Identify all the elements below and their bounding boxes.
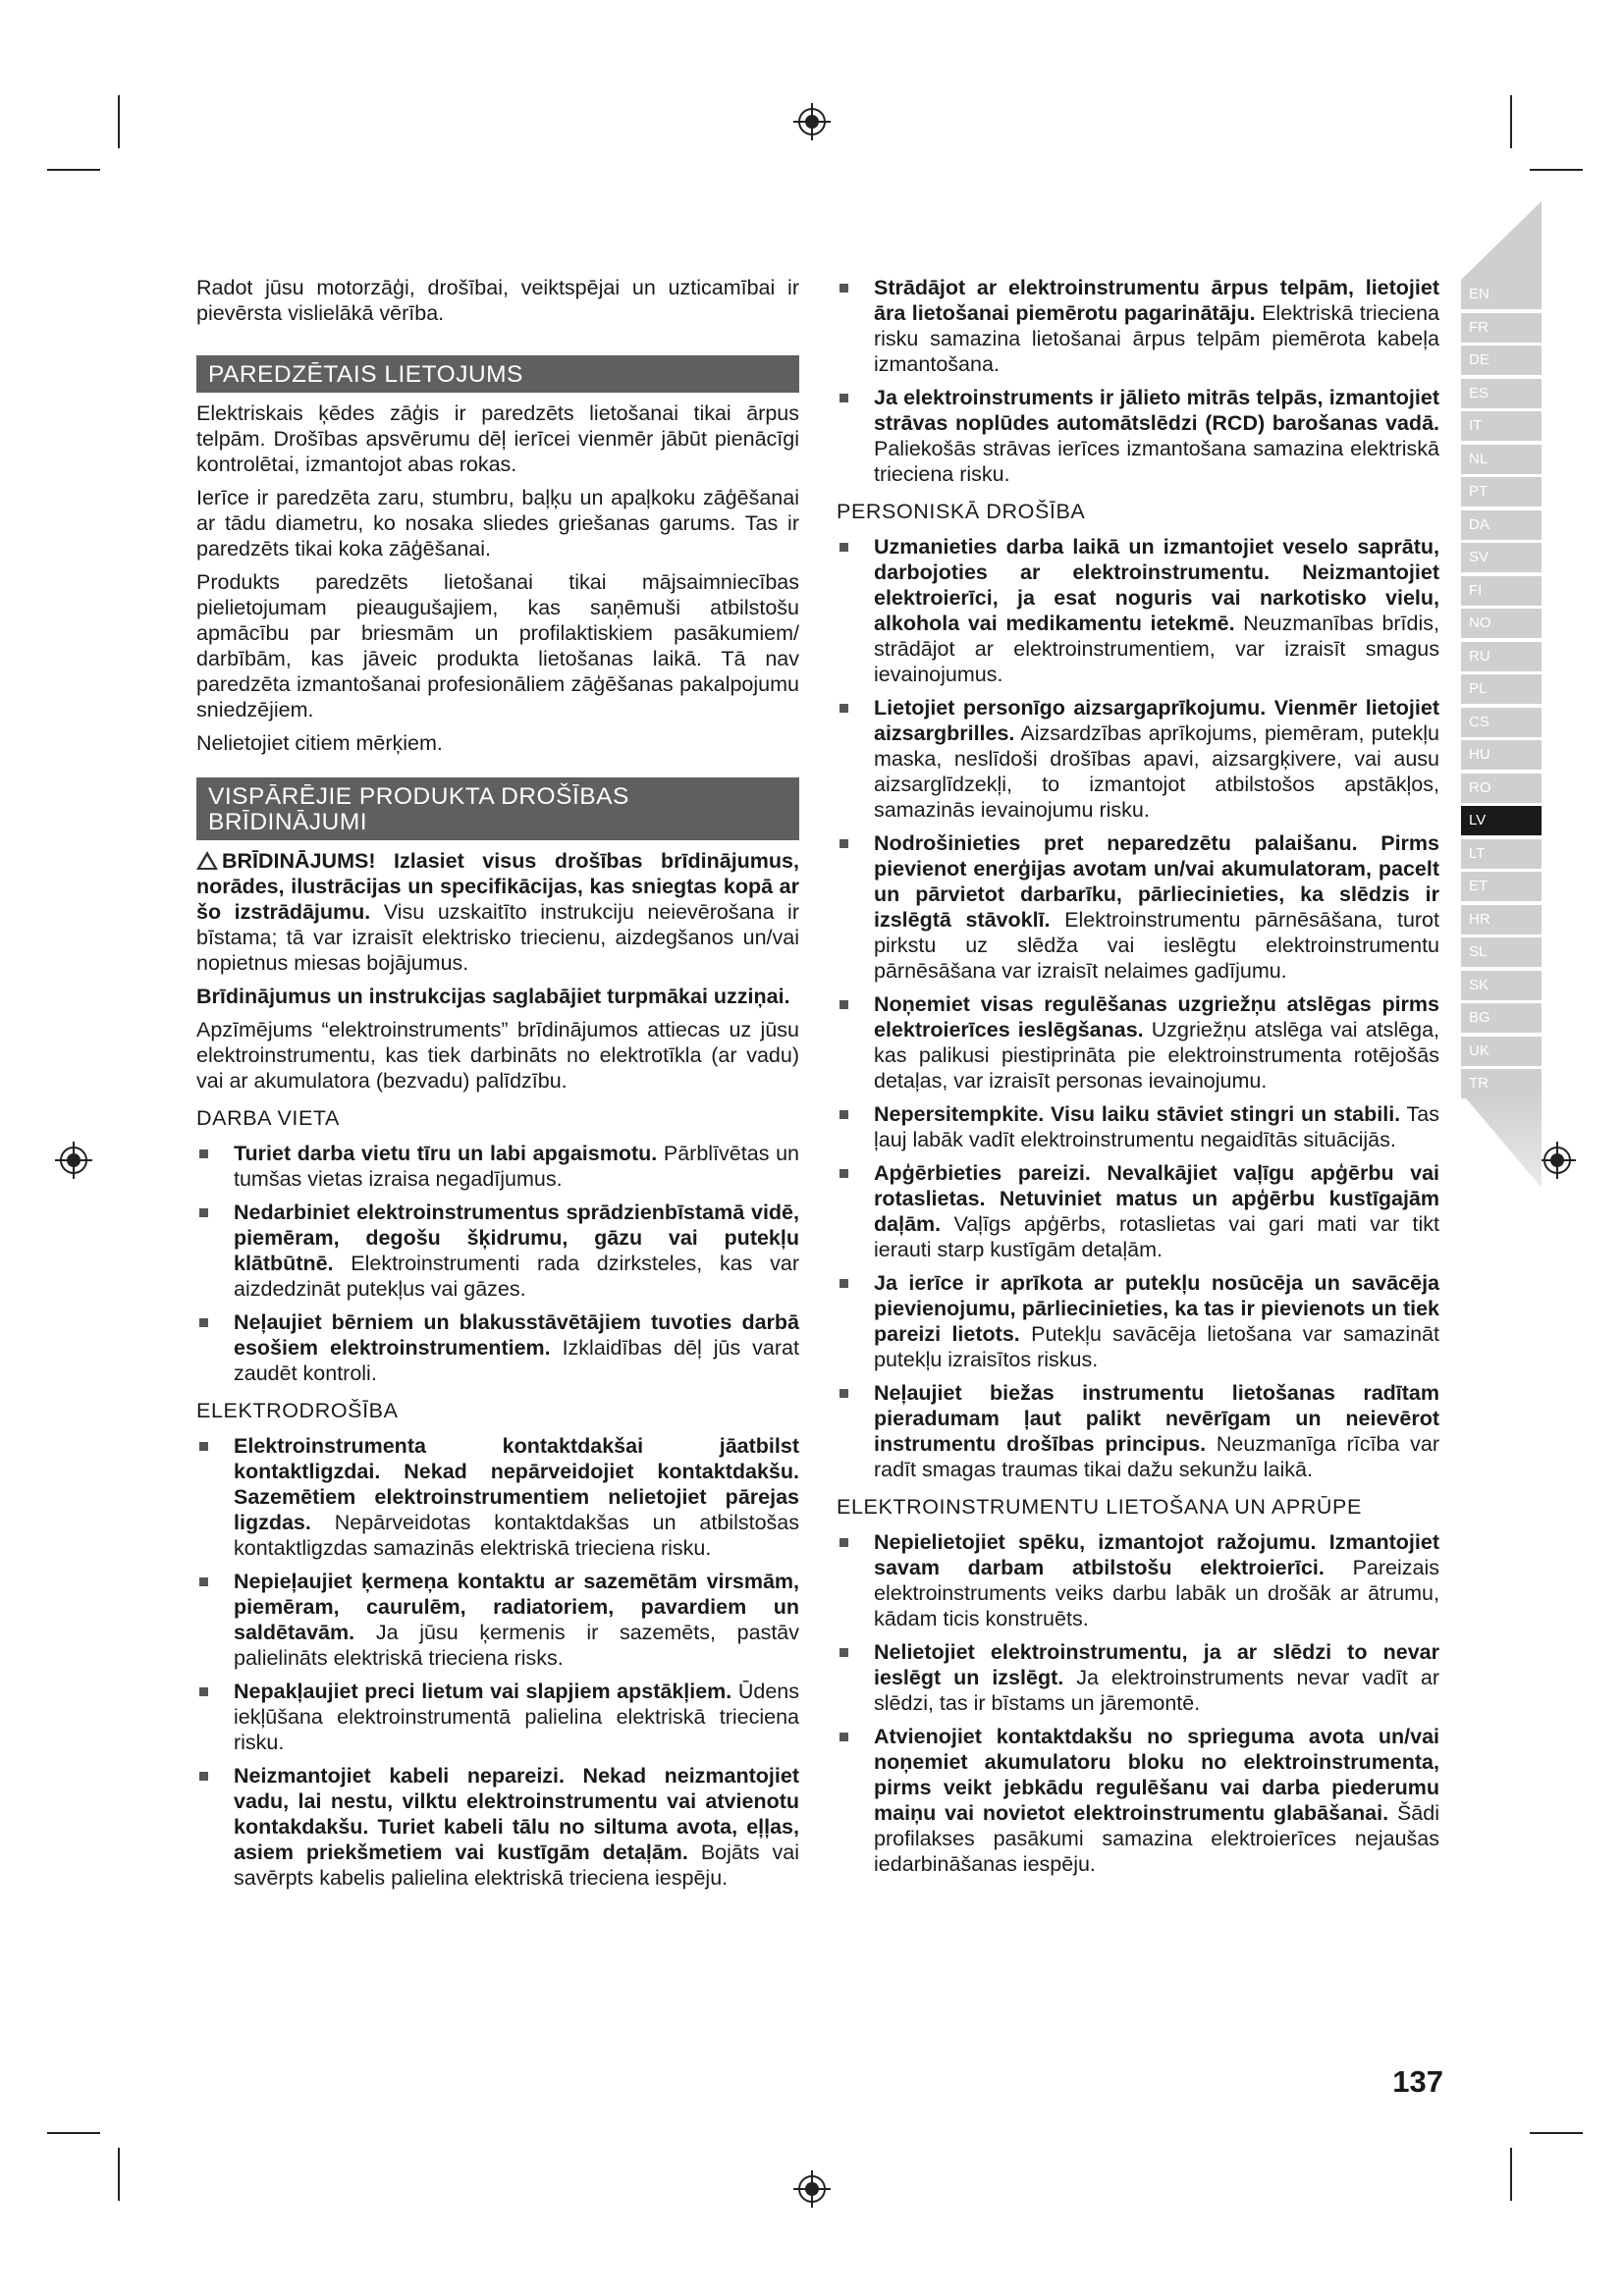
list-item-bold: Ja elektroinstruments ir jālieto mitrās telpās, izmantojiet strāvas noplūdes automātslēdzi (RCD) barošanas vadā. xyxy=(874,386,1439,435)
language-tab-es: ES xyxy=(1461,379,1542,408)
list-item xyxy=(837,1101,1439,1152)
language-tab-de: DE xyxy=(1461,346,1542,375)
language-tab-bg: BG xyxy=(1461,1003,1542,1033)
language-tab-ru: RU xyxy=(1461,642,1542,671)
keep-instructions-text: Brīdinājumus un instrukcijas saglabājiet turpmākai uzziņai. xyxy=(196,985,790,1008)
language-tab-en: EN xyxy=(1461,280,1542,309)
list-item xyxy=(837,275,1439,377)
list-item-bold: Noņemiet visas regulēšanas uzgriežņu atslēgas pirms elektroierīces ieslēgšanas. xyxy=(874,992,1439,1041)
paragraph: Nelietojiet citiem mērķiem. xyxy=(196,731,443,755)
language-tab-hu: HU xyxy=(1461,740,1542,770)
list-item-text: Paliekošās strāvas ierīces izmantošana samazina elektriskā trieciena risku. xyxy=(874,437,1439,486)
list-item-bold: Nepersitempkite. Visu laiku stāviet stingri un stabili. xyxy=(874,1102,1401,1126)
list-item xyxy=(837,695,1439,823)
list-item xyxy=(196,1309,799,1386)
list-item xyxy=(837,1380,1439,1482)
paragraph: Ierīce ir paredzēta zaru, stumbru, baļķu un apaļkoku zāģēšanai ar tādu diametru, ko nosaka sliedes griešanas garums. Tas ir paredzēts tikai koka zāģēšanai. xyxy=(196,486,799,561)
list-item-text: Elektriskā trieciena risku samazina lietošanai ārpus telpām piemērota kabeļa izmantošana. xyxy=(874,301,1440,376)
bullet-list xyxy=(196,1433,799,1891)
left-column xyxy=(196,275,799,1898)
list-item-bold: Turiet darba vietu tīru un labi apgaismotu. xyxy=(234,1142,658,1165)
language-tab-fi: FI xyxy=(1461,576,1542,606)
list-item-bold: Nedarbiniet elektroinstrumentus sprādzienbīstamā vidē, piemēram, degošu šķidrumu, gāzu vai putekļu klātbūtnē. xyxy=(234,1201,799,1275)
list-item-bold: Uzmanieties darba laikā un izmantojiet veselo saprātu, darbojoties ar elektroinstrumentu. Neizmantojiet elektroierīci, ja esat noguris vai narkotisko vielu, alkohola vai medikamentu ietekmē. xyxy=(874,535,1439,635)
paragraph: Elektriskais ķēdes zāģis ir paredzēts lietošanai tikai ārpus telpām. Drošības apsvērumu dēļ ierīcei vienmēr jābūt pienācīgi kontrolētai, izmantojot abas rokas. xyxy=(196,401,799,476)
list-item-bold: Lietojiet personīgo aizsargaprīkojumu. Vienmēr lietojiet aizsargbrilles. xyxy=(874,696,1439,745)
right-column xyxy=(837,275,1439,1885)
list-item-bold: Neizmantojiet kabeli nepareizi. Nekad neizmantojiet vadu, lai nestu, vilktu elektroinstrumentu vai atvienotu kontakdakšu. Turiet kabeli tālu no siltuma avota, eļļas, asiem priekšmetiem vai kustīgām detaļām. xyxy=(234,1764,799,1864)
list-item xyxy=(837,830,1439,984)
bullet-list xyxy=(837,534,1439,1482)
list-item-text: Ūdens iekļūšana elektroinstrumentā palielina elektriskā trieciena risku. xyxy=(234,1680,800,1754)
language-tab-et: ET xyxy=(1461,872,1542,901)
language-tab-nl: NL xyxy=(1461,445,1542,474)
registration-mark-icon xyxy=(792,2169,832,2209)
intro-paragraph: Radot jūsu motorzāģi, drošībai, veiktspējai un uzticamībai ir pievērsta vislielākā vērība. xyxy=(196,276,799,325)
crop-mark xyxy=(47,2132,100,2134)
list-item-text: Vaļīgs apģērbs, rotaslietas vai gari mati var tikt ierauti starp kustīgām detaļām. xyxy=(874,1212,1439,1261)
list-item-bold: Ja ierīce ir aprīkota ar putekļu nosūcēja un savācēja pievienojumu, pārliecinieties, ka tas ir pievienots un tiek pareizi lietots. xyxy=(874,1271,1439,1346)
language-tab-hr: HR xyxy=(1461,905,1542,934)
page-number: 137 xyxy=(1392,2064,1443,2099)
language-tab-pt: PT xyxy=(1461,477,1542,507)
crop-mark xyxy=(1530,169,1583,171)
language-tab-lt: LT xyxy=(1461,839,1542,869)
list-item-bold: Apģērbieties pareizi. Nevalkājiet vaļīgu apģērbu vai rotaslietas. Netuviniet matus un apģērbu kustīgajām daļām. xyxy=(874,1161,1439,1236)
list-item-text: Elektroinstrumenti rada dzirksteles, kas var aizdedzināt putekļus vai gāzes. xyxy=(234,1252,799,1301)
language-tab-cs: CS xyxy=(1461,708,1542,737)
list-item-bold: Nelietojiet elektroinstrumentu, ja ar slēdzi to nevar ieslēgt un izslēgt. xyxy=(874,1640,1439,1689)
bullet-list xyxy=(837,1529,1439,1877)
list-item xyxy=(196,1569,799,1671)
crop-mark xyxy=(1530,2132,1583,2134)
bullet-list xyxy=(196,1141,799,1386)
list-item-text: Elektroinstrumentu pārnēsāšana, turot pirkstu uz slēdža vai ieslēgtu elektroinstrumentu pārnēsāšana var izraisīt nelaimes gadījumu. xyxy=(874,908,1439,983)
language-tab-pl: PL xyxy=(1461,674,1542,704)
subheading-electrical-safety: ELEKTRODROŠĪBA xyxy=(196,1399,399,1422)
list-item-bold: Neļaujiet biežas instrumentu lietošanas radītam pieradumam ļaut palikt nevērīgam un neievērot instrumentu drošības principus. xyxy=(874,1381,1439,1456)
list-item xyxy=(196,1200,799,1302)
list-item-text: Pārblīvētas un tumšas vietas izraisa negadījumus. xyxy=(234,1142,799,1191)
list-item xyxy=(837,1529,1439,1631)
list-item-bold: Strādājot ar elektroinstrumentu ārpus telpām, lietojiet āra lietošanai piemērotu pagarinātāju. xyxy=(874,276,1439,325)
language-tab-sv: SV xyxy=(1461,543,1542,572)
list-item-text: Neuzmanības brīdis, strādājot ar elektroinstrumentiem, var izraisīt smagus ievainojumus. xyxy=(874,612,1439,686)
list-item-text: Uzgriežņu atslēga vai atslēga, kas palikusi piestiprināta pie elektroinstrumenta rotējošās detaļas, var izraisīt personas ievainojumu. xyxy=(874,1018,1439,1093)
language-tab-da: DA xyxy=(1461,510,1542,540)
registration-mark-icon xyxy=(792,102,832,141)
crop-mark xyxy=(1510,95,1512,148)
crop-mark xyxy=(118,2148,120,2201)
registration-mark-icon xyxy=(54,1141,93,1180)
keep-instructions xyxy=(196,984,799,1009)
language-tab-fr: FR xyxy=(1461,313,1542,343)
list-item-text: Ja elektroinstruments nevar vadīt ar slēdzi, tas ir bīstams un jāremontē. xyxy=(874,1666,1439,1715)
language-tab-sk: SK xyxy=(1461,971,1542,1000)
crop-mark xyxy=(1510,2148,1512,2201)
crop-mark xyxy=(47,169,100,171)
list-item-bold: Nepakļaujiet preci lietum vai slapjiem apstākļiem. xyxy=(234,1680,732,1703)
list-item xyxy=(837,1639,1439,1716)
language-tab-sl: SL xyxy=(1461,937,1542,967)
language-tab-tr: TR xyxy=(1461,1069,1542,1098)
list-item xyxy=(837,534,1439,687)
list-item xyxy=(837,991,1439,1094)
subheading-work-area: DARBA VIETA xyxy=(196,1106,340,1130)
list-item-bold: Nepieļaujiet ķermeņa kontaktu ar sazemētām virsmām, piemēram, caurulēm, radiatoriem, pavardiem un saldētavām. xyxy=(234,1570,799,1644)
list-item xyxy=(196,1679,799,1755)
language-tab-uk: UK xyxy=(1461,1037,1542,1066)
list-item xyxy=(837,1270,1439,1372)
list-item xyxy=(196,1141,799,1192)
bullet-list xyxy=(837,275,1439,487)
language-tab-footer xyxy=(1461,1093,1542,1188)
list-item xyxy=(196,1763,799,1891)
list-item-text: Aizsardzības aprīkojums, piemēram, putekļu maska, neslīdoši drošības apavi, aizsargķivere, vai ausu aizsarglīdzekļi, to izmantojot atbilstošos apstākļos, samazinās ievainojumu risku. xyxy=(874,721,1439,822)
list-item-text: Tas ļauj labāk vadīt elektroinstrumentu negaidītās situācijās. xyxy=(874,1102,1440,1151)
list-item xyxy=(196,1433,799,1561)
language-tab-it: IT xyxy=(1461,411,1542,441)
language-tab-lv: LV xyxy=(1461,806,1542,835)
warning-bold: BRĪDINĀJUMS! Izlasiet visus drošības brīdinājumus, norādes, ilustrācijas un specifikācijas, kas sniegtas kopā ar šo izstrādājumu. xyxy=(196,849,799,924)
language-tab-header xyxy=(1461,201,1542,280)
crop-mark xyxy=(118,95,120,148)
paragraph: Apzīmējums “elektroinstruments” brīdinājumos attiecas uz jūsu elektroinstrumentu, kas tiek darbināts no elektrotīkla (ar vadu) vai ar akumulatora (bezvadu) palīdzību. xyxy=(196,1018,799,1093)
list-item-text: Bojāts vai savērpts kabelis palielina elektriskā trieciena iespēju. xyxy=(234,1841,799,1890)
list-item-text: Šādi profilakses pasākumi samazina elektroierīces nejaušas iedarbināšanas iespēju. xyxy=(874,1801,1439,1876)
section-heading-intended-use: PAREDZĒTAIS LIETOJUMS xyxy=(196,355,799,393)
list-item-text: Putekļu savācēja lietošana var samazināt putekļu izraisītos riskus. xyxy=(874,1322,1439,1371)
list-item xyxy=(837,385,1439,487)
warning-triangle-icon xyxy=(196,851,218,870)
section-heading-general-safety: VISPĀRĒJIE PRODUKTA DROŠĪBAS BRĪDINĀJUMI xyxy=(196,777,799,840)
warning-paragraph xyxy=(196,848,799,976)
language-tab-ro: RO xyxy=(1461,774,1542,803)
list-item-text: Izklaidības dēļ jūs varat zaudēt kontroli. xyxy=(234,1336,799,1385)
list-item-bold: Nodrošinieties pret neparedzētu palaišanu. Pirms pievienot enerģijas avotam un/vai akumulatoram, pacelt un pārvietot darbarīku, pārliecinieties, ka slēdzis ir izslēgtā stāvoklī. xyxy=(874,831,1439,932)
list-item-bold: Nepielietojiet spēku, izmantojot ražojumu. Izmantojiet savam darbam atbilstošu elektroierīci. xyxy=(874,1530,1439,1579)
list-item-bold: Neļaujiet bērniem un blakusstāvētājiem tuvoties darbā esošiem elektroinstrumentiem. xyxy=(234,1310,799,1360)
subheading-tool-use-care: ELEKTROINSTRUMENTU LIETOŠANA UN APRŪPE xyxy=(837,1495,1362,1519)
language-tab-no: NO xyxy=(1461,609,1542,638)
list-item xyxy=(837,1724,1439,1877)
warning-text: Visu uzskaitīto instrukciju neievērošana ir bīstama; tā var izraisīt elektrisko triecienu, aizdegšanos un/vai nopietnus miesas bojājumus. xyxy=(196,900,799,975)
subheading-personal-safety: PERSONISKĀ DROŠĪBA xyxy=(837,500,1086,523)
language-tabs xyxy=(1461,280,1542,1102)
list-item-text: Neuzmanīga rīcība var radīt smagas traumas tikai dažu sekunžu laikā. xyxy=(874,1432,1439,1481)
list-item-bold: Elektroinstrumenta kontaktdakšai jāatbilst kontaktligzdai. Nekad nepārveidojiet kontaktdakšu. Sazemētiem elektroinstrumentiem nelietojiet pārejas ligzdas. xyxy=(234,1434,799,1534)
registration-mark-icon xyxy=(1538,1141,1577,1180)
list-item xyxy=(837,1160,1439,1262)
paragraph: Produkts paredzēts lietošanai tikai mājsaimniecības pielietojumam pieaugušajiem, kas saņēmuši atbilstošu apmācību par briesmām un profilaktiskiem pasākumiem/ darbībām, kas jāveic produkta lietošanas laikā. Tā nav paredzēta izmantošanai profesionāliem zāģēšanas pakalpojumu sniedzējiem. xyxy=(196,570,799,721)
list-item-text: Ja jūsu ķermenis ir sazemēts, pastāv palielināts elektriskā trieciena risks. xyxy=(234,1621,799,1670)
list-item-bold: Atvienojiet kontaktdakšu no sprieguma avota un/vai noņemiet akumulatoru bloku no elektroinstrumenta, pirms veikt jebkādu regulēšanu vai darba piederumu maiņu vai novietot elektroinstrumentu glabāšanai. xyxy=(874,1725,1439,1825)
list-item-text: Pareizais elektroinstruments veiks darbu labāk un drošāk ar ātrumu, kādam ticis konstruēts. xyxy=(874,1556,1439,1630)
list-item-text: Nepārveidotas kontaktdakšas un atbilstošas kontaktligzdas samazinās elektriskā trieciena risku. xyxy=(234,1511,799,1560)
